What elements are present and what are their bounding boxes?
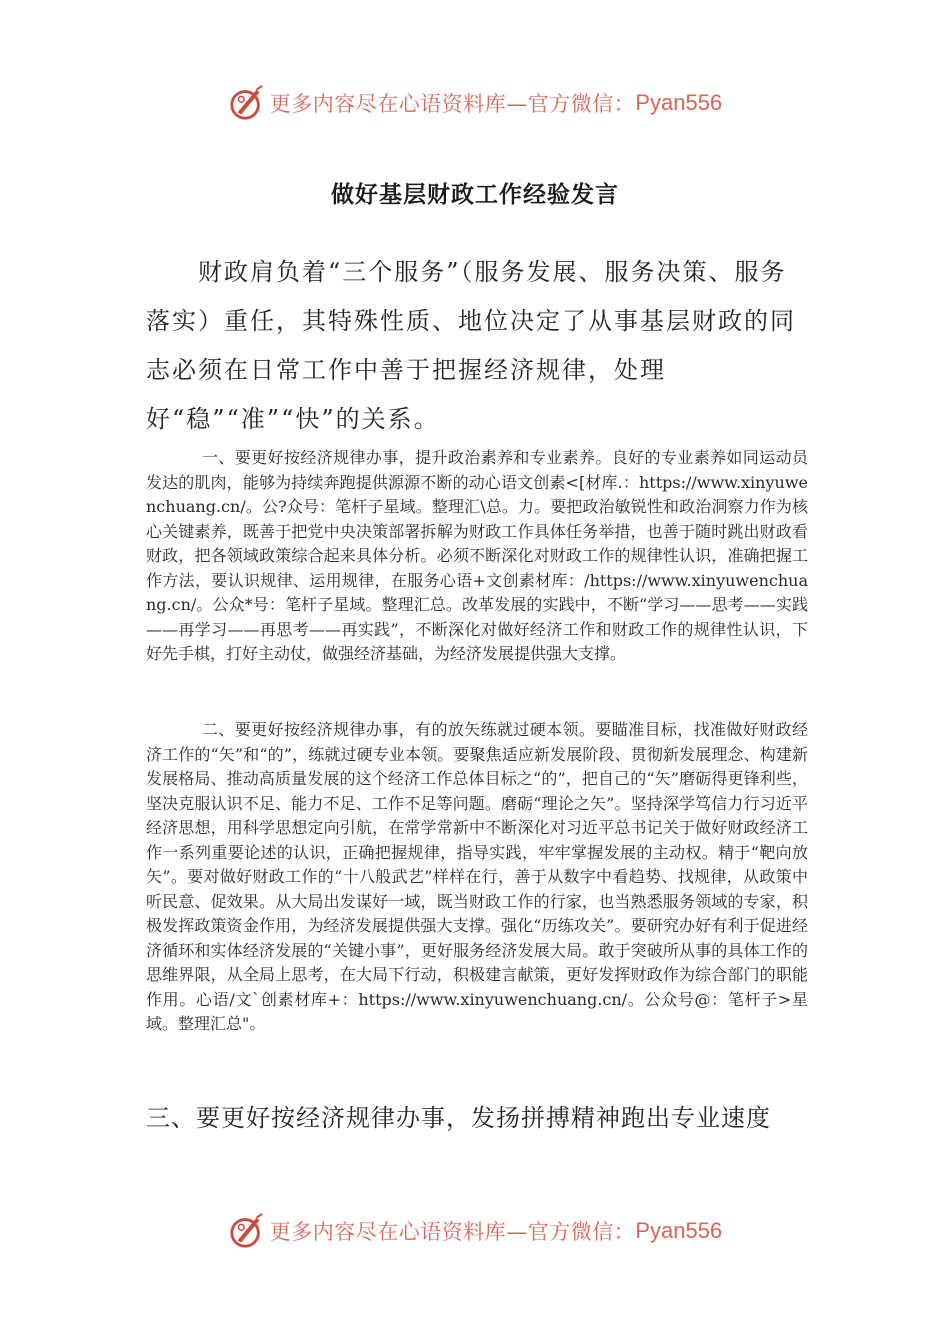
section-3-heading: 三、要更好按经济规律办事，发扬拼搏精神跑出专业速度 xyxy=(146,1104,771,1132)
banner-wechat-id: Pyan556 xyxy=(635,1218,723,1243)
banner-wechat-id: Pyan556 xyxy=(635,90,723,115)
footer-banner xyxy=(0,1206,950,1256)
quill-logo-icon xyxy=(228,84,266,122)
lead-paragraph: 财政肩负着“三个服务”（服务发展、服务决策、服务落实）重任，其特殊性质、地位决定了从事基层财政的同志必须在日常工作中善于把握经济规律，处理好“稳”“准”“快”的关系。 xyxy=(146,258,796,433)
banner-text: 更多内容尽在心语资料库—官方微信： xyxy=(269,1220,636,1244)
document-title: 做好基层财政工作经验发言 xyxy=(331,182,619,208)
quill-logo-icon xyxy=(228,1212,266,1250)
section-1-paragraph: 一、要更好按经济规律办事，提升政治素养和专业素养。良好的专业素养如同运动员发达的肌肉，能够为持续奔跑提供源源不断的动心语文创素<[材库.：https://www.xinyuwenchuang.cn/。公?众号：笔杆子星域。整理汇\总。力。要把政治敏锐性和政治洞察力作为核心关键素养，既善于把党中央决策部署拆解为财政工作具体任务举措，也善于随时跳出财政看财政，把各领域政策综合起来具体分析。必须不断深化对财政工作的规律性认识，准确把握工作方法，要认识规律、运用规律，在服务心语+文创素材库：/https://www.xinyuwenchuang.cn/。公众*号：笔杆子星域。整理汇总。改革发展的实践中，不断“学习——思考——实践——再学习——再思考——再实践”，不断深化对做好经济工作和财政工作的规律性认识，下好先手棋，打好主动仗，做强经济基础，为经济发展提供强大支撑。 xyxy=(146,448,808,663)
header-banner xyxy=(0,78,950,128)
banner-text: 更多内容尽在心语资料库—官方微信： xyxy=(269,92,636,116)
section-2-paragraph: 二、要更好按经济规律办事，有的放矢练就过硬本领。要瞄准目标，找准做好财政经济工作的“矢”和“的”，练就过硬专业本领。要聚焦适应新发展阶段、贯彻新发展理念、构建新发展格局、推动高质量发展的这个经济工作总体目标之“的”，把自己的“矢”磨砺得更锋利些，坚决克服认识不足、能力不足、工作不足等问题。磨砺“理论之矢”。坚持深学笃信力行习近平经济思想，用科学思想定向引航，在常学常新中不断深化对习近平总书记关于做好财政经济工作一系列重要论述的认识，正确把握规律，指导实践，牢牢掌握发展的主动权。精于“靶向放矢”。要对做好财政工作的“十八般武艺”样样在行，善于从数字中看趋势、找规律，从政策中听民意、促效果。从大局出发谋好一域，既当财政工作的行家，也当熟悉服务领域的专家，积极发挥政策资金作用，为经济发展提供强大支撑。强化“历练攻关”。要研究办好有利于促进经济循环和实体经济发展的“关键小事”，更好服务经济发展大局。敢于突破所从事的具体工作的思维界限，从全局上思考，在大局下行动，积极建言献策，更好发挥财政作为综合部门的职能作用。心语/文`创素材库+：https://www.xinyuwenchuang.cn/。公众号@：笔杆子>星域。整理汇总"。 xyxy=(146,720,808,1033)
